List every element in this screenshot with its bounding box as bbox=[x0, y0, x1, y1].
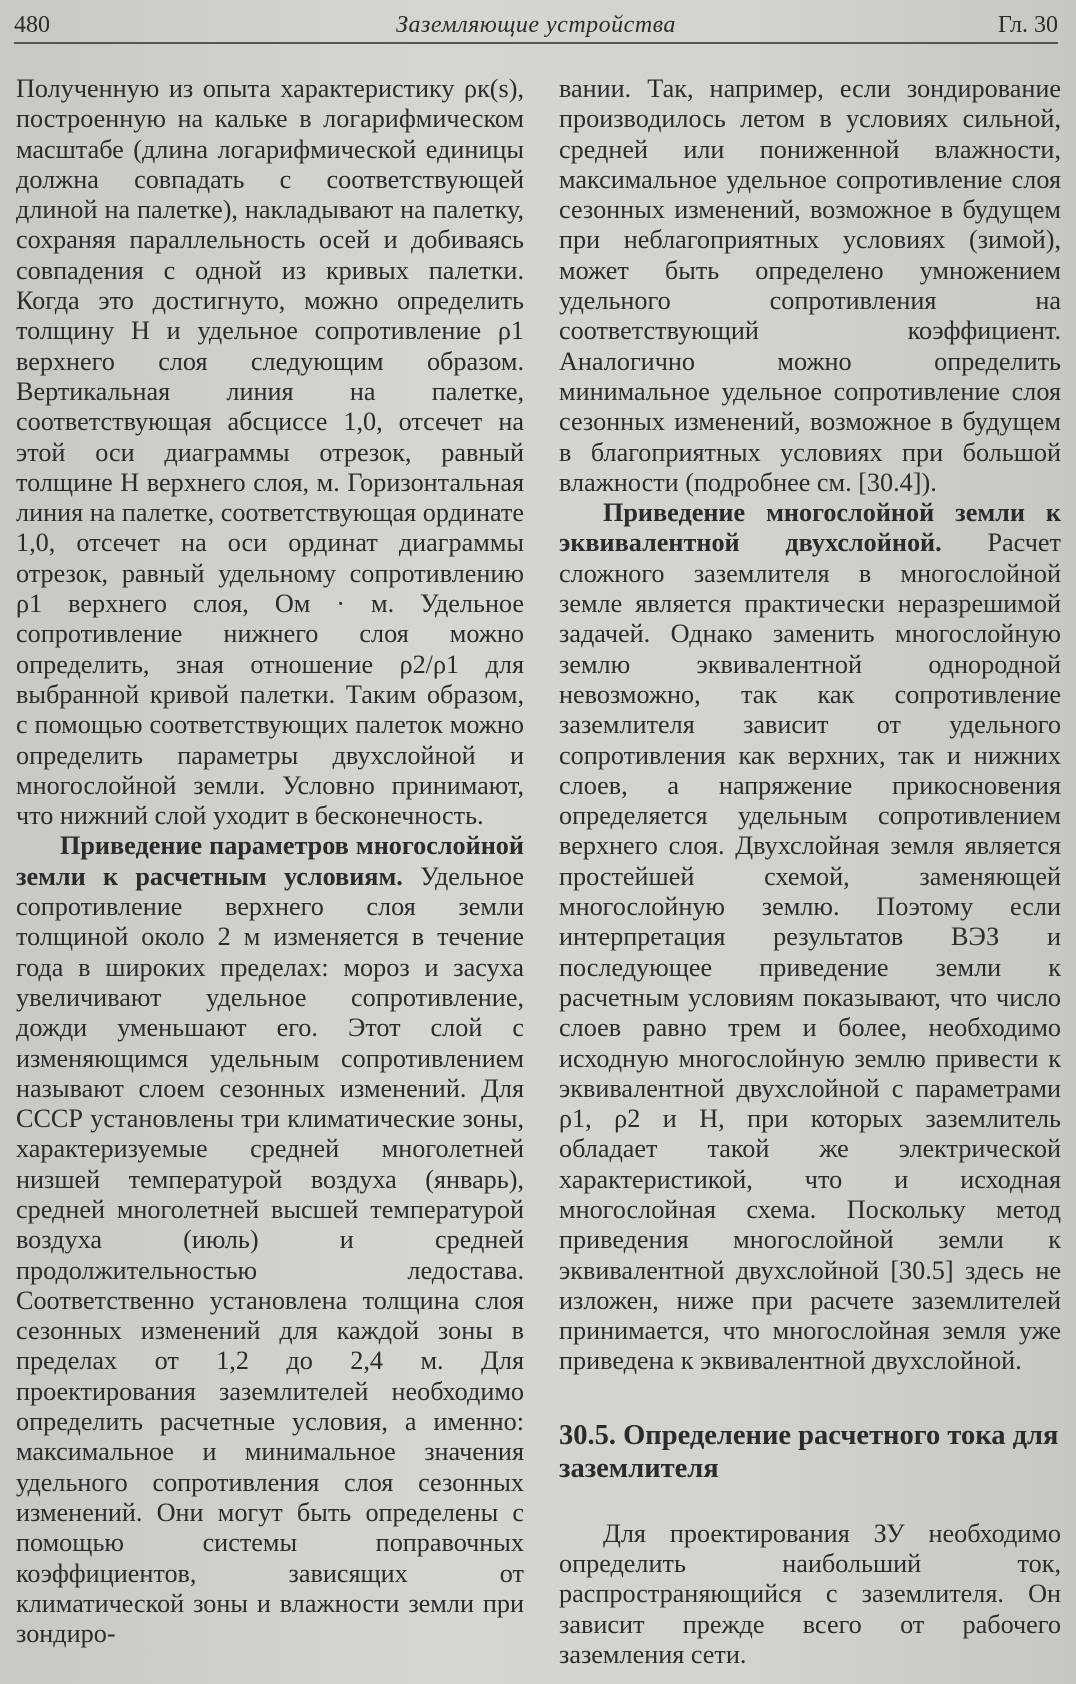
paragraph-equivalent-two-layer bbox=[559, 498, 1061, 1377]
right-column bbox=[559, 74, 1061, 1670]
paragraph-design-current: Для проектирования ЗУ необходимо определить наибольший ток, распространяющийся с заземлителя. Он зависит прежде всего от рабочего заземления сети. bbox=[559, 1518, 1061, 1669]
chapter-label: Гл. 30 bbox=[997, 12, 1058, 38]
paragraph-body: Удельное сопротивление верхнего слоя земли толщиной около 2 м изменяется в течение года в широких пределах: мороз и засуха увеличивают удельное сопротивление, дожди уменьшают его. Этот слой с изменяющимся удельным сопротивлением называют слоем сезонных изменений. Для СССР установлены три климатические зоны, характеризуемые средней многолетней низшей температурой воздуха (январь), средней многолетней высшей температурой воздуха (июль) и средней продолжительностью ледостава. Соответственно установлена толщина слоя сезонных изменений для каждой зоны в пределах от 1,2 до 2,4 м. Для проектирования заземлителей необходимо определить расчетные условия, а именно: максимальное и минимальное значения удельного сопротивления слоя сезонных изменений. Они могут быть определены с помощью системы поправочных коэффициентов, зависящих от климатической зоны и влажности земли при зондиро- bbox=[16, 861, 524, 1649]
page-number: 480 bbox=[14, 12, 50, 38]
paragraph-seasonal-conditions bbox=[16, 831, 524, 1649]
paragraph-continuation: вании. Так, например, если зондирование производилось летом в условиях сильной, средней или пониженной влажности, максимальное удельное сопротивление слоя сезонных изменений, возможное в будущем при неблагоприятных условиях (зимой), может быть определено умножением удельного сопротивления на соответствующий коэффициент. Аналогично можно определить минимальное удельное сопротивление слоя сезонных изменений, возможное в будущем в благоприятных условиях при большой влажности (подробнее см. [30.4]). bbox=[559, 74, 1061, 497]
section-heading: 30.5. Определение расчетного тока для заземлителя bbox=[559, 1419, 1059, 1484]
running-header bbox=[14, 8, 1058, 44]
left-column bbox=[16, 74, 524, 1649]
run-in-heading: Приведение параметров многослойной земли к расчетным условиям. bbox=[16, 831, 524, 891]
running-title: Заземляющие устройства bbox=[396, 12, 676, 38]
paragraph-body: Расчет сложного заземлителя в многослойной земле является практически неразрешимой задачей. Однако заменить многослойную землю эквивалентной однородной невозможно, так как сопротивление заземлителя зависит от удельного сопротивления как верхних, так и нижних слоев, а напряжение прикосновения определяется удельным сопротивлением верхнего слоя. Двухслойная земля является простейшей схемой, заменяющей многослойную землю. Поэтому если интерпретация результатов ВЭЗ и последующее приведение земли к расчетным условиям показывают, что число слоев равно трем и более, необходимо исходную многослойную землю привести к эквивалентной двухслойной с параметрами ρ1, ρ2 и H, при которых заземлитель обладает такой же электрической характеристикой, что и исходная многослойная схема. Поскольку метод приведения многослойной земли к эквивалентной двухслойной [30.5] здесь не изложен, ниже при расчете заземлителей принимается, что многослойная земля уже приведена к эквивалентной двухслойной. bbox=[559, 528, 1061, 1376]
paragraph-palette-method: Полученную из опыта характеристику ρк(s), построенную на кальке в логарифмическом масштабе (длина логарифмической единицы должна совпадать с соответствующей длиной на палетке), накладывают на палетку, сохраняя параллельность осей и добиваясь совпадения с одной из кривых палетки. Когда это достигнуто, можно определить толщину H и удельное сопротивление ρ1 верхнего слоя следующим образом. Вертикальная линия на палетке, соответствующая абсциссе 1,0, отсечет на этой оси диаграммы отрезок, равный толщине H верхнего слоя, м. Горизонтальная линия на палетке, соответствующая ординате 1,0, отсечет на оси ординат диаграммы отрезок, равный удельному сопротивлению ρ1 верхнего слоя, Ом · м. Удельное сопротивление нижнего слоя можно определить, зная отношение ρ2/ρ1 для выбранной кривой палетки. Таким образом, с помощью соответствующих палеток можно определить параметры двухслойной и многослойной земли. Условно принимают, что нижний слой уходит в бесконечность. bbox=[16, 74, 524, 831]
run-in-heading: Приведение многослойной земли к эквивалентной двухслойной. bbox=[559, 498, 1061, 558]
